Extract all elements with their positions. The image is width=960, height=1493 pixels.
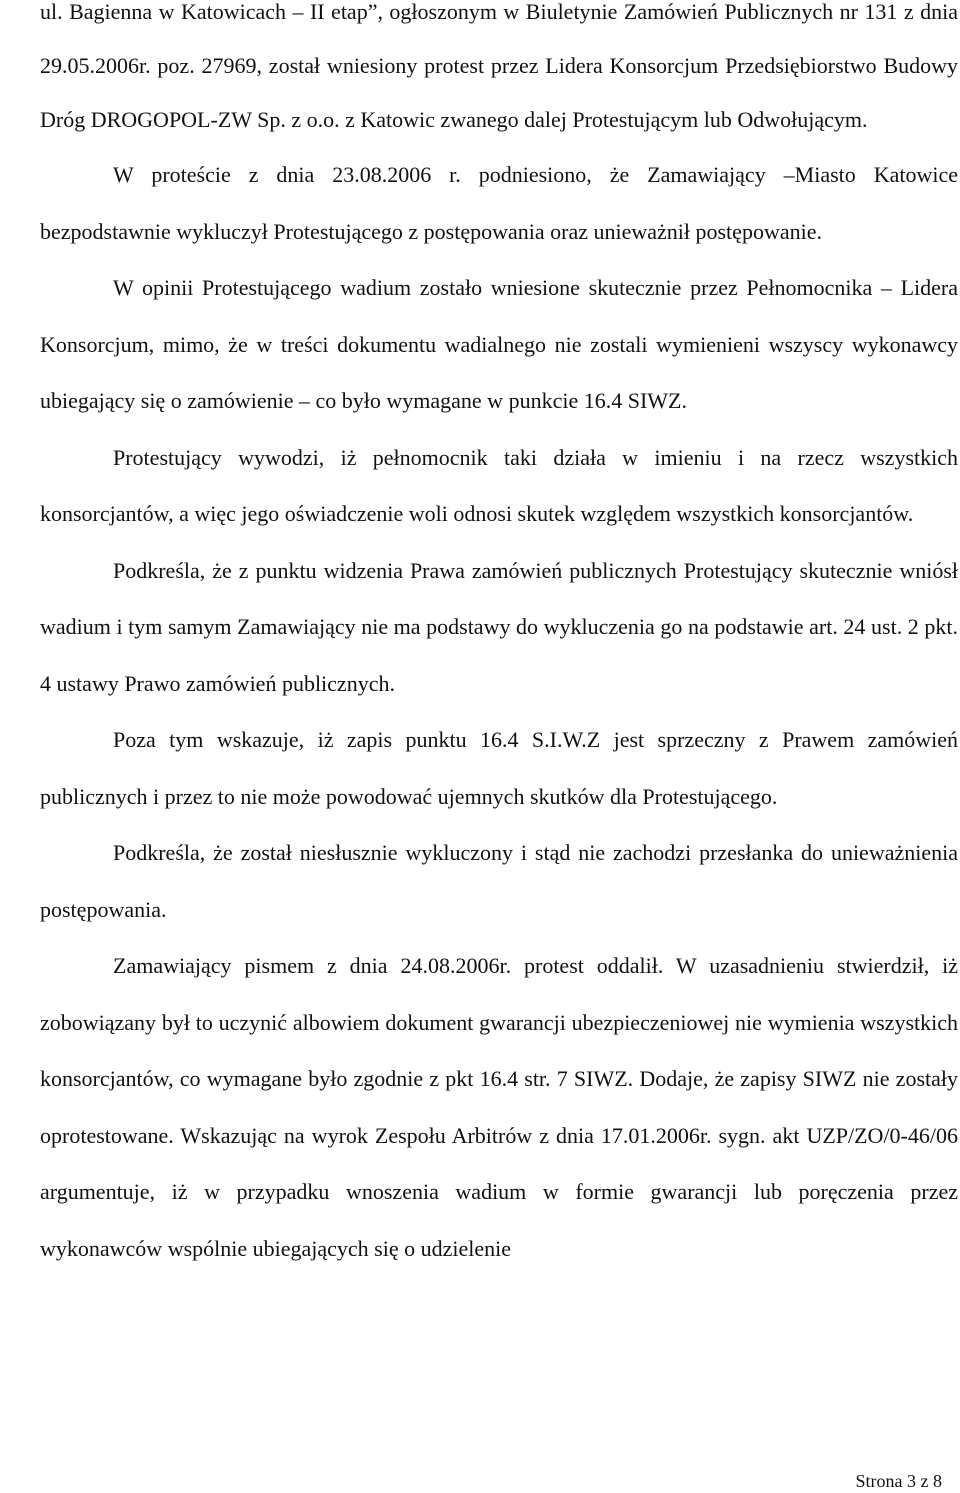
- document-page: [40, 0, 958, 1277]
- page-number: Strona 3 z 8: [855, 1471, 942, 1491]
- paragraph-exclusion: Podkreśla, że został niesłusznie wykluczony i stąd nie zachodzi przesłanka do unieważnienia postępowania.: [40, 840, 958, 922]
- paragraph-protest-date: W proteście z dnia 23.08.2006 r. podniesiono, że Zamawiający –Miasto Katowice bezpodstawnie wykluczył Protestującego z postępowania oraz unieważnił postępowanie.: [40, 162, 958, 244]
- paragraph-rejection: Zamawiający pismem z dnia 24.08.2006r. protest oddalił. W uzasadnieniu stwierdził, iż zobowiązany był to uczynić albowiem dokument gwarancji ubezpieczeniowej nie wymienia wszystkich konsorcjantów, co wymagane było zgodnie z pkt 16.4 str. 7 SIWZ. Dodaje, że zapisy SIWZ nie zostały oprotestowane. Wskazując na wyrok Zespołu Arbitrów z dnia 17.01.2006r. sygn. akt UZP/ZO/0-46/06 argumentuje, iż w przypadku wnoszenia wadium w formie gwarancji lub poręczenia przez wykonawców wspólnie ubiegających się o udzielenie: [40, 953, 958, 1261]
- paragraph-siwz-conflict: Poza tym wskazuje, iż zapis punktu 16.4 S.I.W.Z jest sprzeczny z Prawem zamówień publicznych i przez to nie może powodować ujemnych skutków dla Protestującego.: [40, 727, 958, 809]
- paragraph-protest-intro: ul. Bagienna w Katowicach – II etap”, ogłoszonym w Biuletynie Zamówień Publicznych nr 131 z dnia 29.05.2006r. poz. 27969, został wniesiony protest przez Lidera Konsorcjum Przedsiębiorstwo Budowy Dróg DROGOPOL-ZW Sp. z o.o. z Katowic zwanego dalej Protestującym lub Odwołującym.: [40, 0, 958, 132]
- paragraph-argument: Protestujący wywodzi, iż pełnomocnik taki działa w imieniu i na rzecz wszystkich konsorcjantów, a więc jego oświadczenie woli odnosi skutek względem wszystkich konsorcjantów.: [40, 444, 958, 526]
- paragraph-emphasis: Podkreśla, że z punktu widzenia Prawa zamówień publicznych Protestujący skutecznie wniósł wadium i tym samym Zamawiający nie ma podstawy do wykluczenia go na podstawie art. 24 ust. 2 pkt. 4 ustawy Prawo zamówień publicznych.: [40, 557, 958, 696]
- paragraph-opinion: W opinii Protestującego wadium zostało wniesione skutecznie przez Pełnomocnika – Lidera Konsorcjum, mimo, że w treści dokumentu wadialnego nie zostali wymienieni wszyscy wykonawcy ubiegający się o zamówienie – co było wymagane w punkcie 16.4 SIWZ.: [40, 275, 958, 413]
